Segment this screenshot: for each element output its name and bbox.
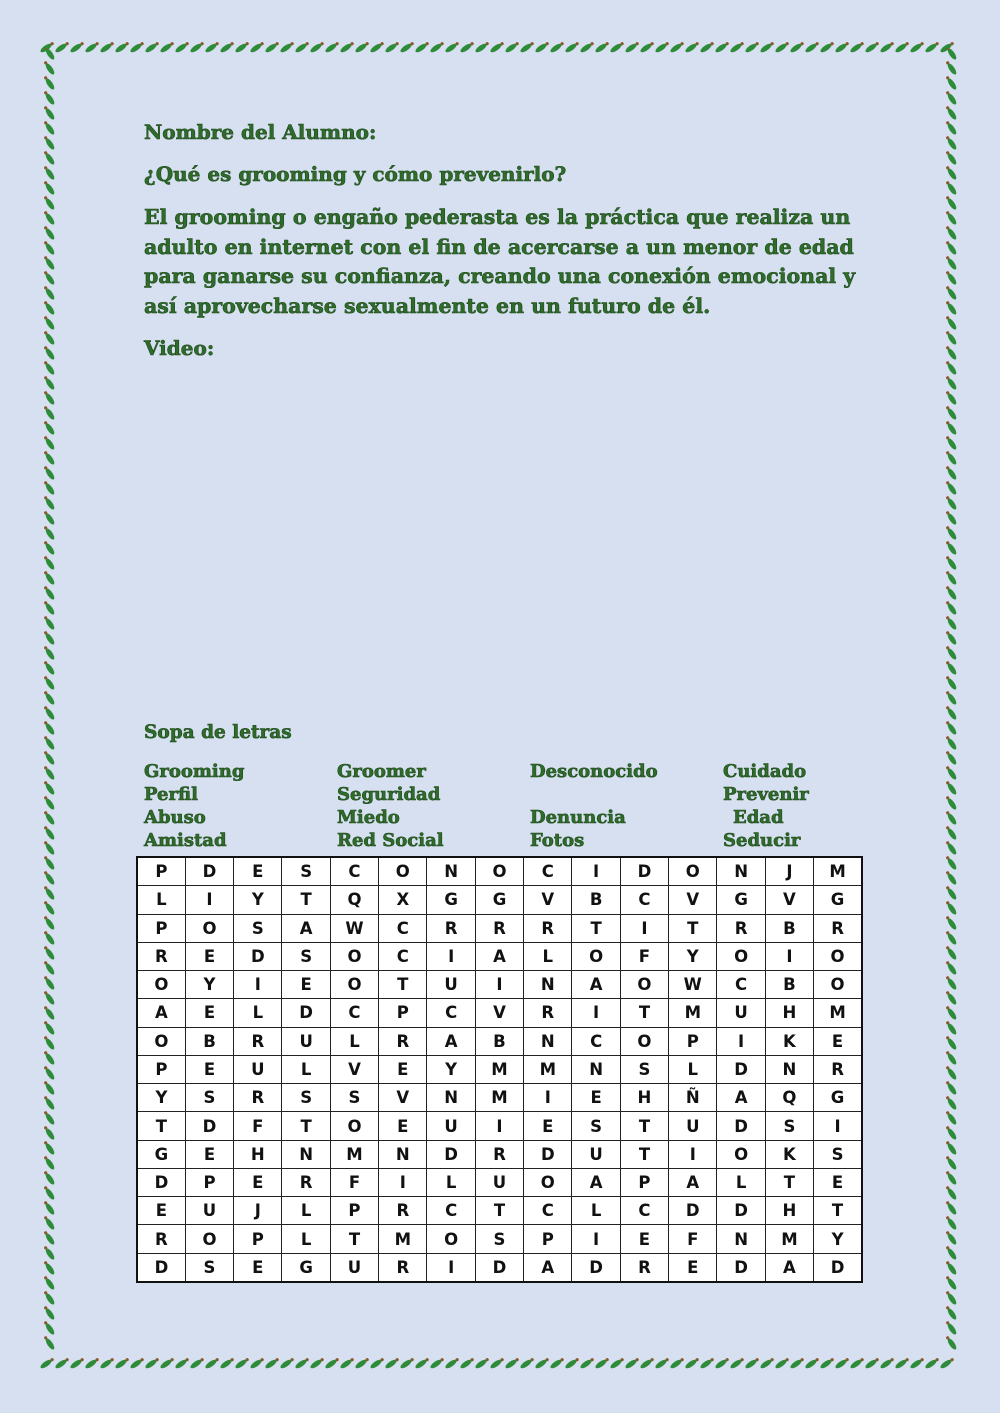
grid-cell[interactable]: O <box>137 971 185 999</box>
grid-row <box>137 1225 862 1253</box>
grid-cell[interactable]: D <box>185 1112 233 1140</box>
grid-cell[interactable]: R <box>524 914 572 942</box>
grid-cell[interactable]: W <box>669 971 717 999</box>
word-bank-item: Perfil <box>144 784 198 805</box>
grid-cell[interactable]: L <box>137 886 185 914</box>
vine-leaf-icon <box>38 48 62 1366</box>
grid-cell[interactable]: B <box>475 1027 523 1055</box>
grid-cell[interactable]: O <box>620 1027 668 1055</box>
grid-cell[interactable]: E <box>234 1168 282 1196</box>
grid-cell[interactable]: T <box>765 1168 813 1196</box>
grid-cell[interactable]: J <box>765 857 813 886</box>
grid-cell[interactable]: M <box>475 1084 523 1112</box>
grid-cell[interactable]: N <box>379 1140 427 1168</box>
grid-cell[interactable]: Y <box>185 971 233 999</box>
grid-cell[interactable]: V <box>765 886 813 914</box>
student-name-label: Nombre del Alumno: <box>144 120 377 144</box>
grid-cell[interactable]: I <box>572 1225 620 1253</box>
grid-cell[interactable]: S <box>282 857 330 886</box>
grid-cell[interactable]: G <box>814 1084 862 1112</box>
word-bank-item: Edad <box>733 807 784 828</box>
grid-cell[interactable]: I <box>475 1112 523 1140</box>
grid-cell[interactable]: R <box>379 1027 427 1055</box>
grid-cell[interactable]: Y <box>137 1084 185 1112</box>
grid-cell[interactable]: E <box>524 1112 572 1140</box>
grid-cell[interactable]: T <box>137 1112 185 1140</box>
grid-cell[interactable]: C <box>524 857 572 886</box>
word-bank-item <box>530 783 723 806</box>
grid-cell[interactable]: I <box>717 1027 765 1055</box>
grid-cell[interactable]: R <box>282 1168 330 1196</box>
grid-cell[interactable]: P <box>185 1168 233 1196</box>
grid-row <box>137 1055 862 1083</box>
grid-cell[interactable]: I <box>379 1168 427 1196</box>
grid-cell[interactable]: P <box>524 1225 572 1253</box>
grid-cell[interactable]: N <box>717 857 765 886</box>
grid-cell[interactable]: P <box>669 1027 717 1055</box>
grid-cell[interactable]: S <box>282 942 330 970</box>
grid-cell[interactable]: Y <box>814 1225 862 1253</box>
grid-cell[interactable]: R <box>137 942 185 970</box>
grid-cell[interactable]: V <box>475 999 523 1027</box>
grid-cell[interactable]: U <box>427 971 475 999</box>
grid-cell[interactable]: L <box>717 1168 765 1196</box>
grid-cell[interactable]: O <box>669 857 717 886</box>
grid-cell[interactable]: C <box>379 942 427 970</box>
grid-cell[interactable]: D <box>137 1253 185 1282</box>
page-title: ¿Qué es grooming y cómo prevenirlo? <box>144 162 567 186</box>
grid-cell[interactable]: M <box>669 999 717 1027</box>
grid-cell[interactable]: C <box>379 914 427 942</box>
grid-cell[interactable]: Ñ <box>669 1084 717 1112</box>
grid-row <box>137 1140 862 1168</box>
grid-cell[interactable]: N <box>282 1140 330 1168</box>
grid-cell[interactable]: G <box>427 886 475 914</box>
grid-cell[interactable]: H <box>765 999 813 1027</box>
grid-cell[interactable]: C <box>717 971 765 999</box>
grid-cell[interactable]: I <box>234 971 282 999</box>
word-bank-item: Cuidado <box>723 761 807 782</box>
grid-cell[interactable]: N <box>524 971 572 999</box>
grid-cell[interactable]: G <box>282 1253 330 1282</box>
grid-cell[interactable]: M <box>475 1055 523 1083</box>
grid-cell[interactable]: H <box>620 1084 668 1112</box>
grid-cell[interactable]: D <box>475 1253 523 1282</box>
grid-row <box>137 1197 862 1225</box>
grid-cell[interactable]: L <box>282 1055 330 1083</box>
grid-cell[interactable]: P <box>137 914 185 942</box>
grid-cell[interactable]: N <box>524 1027 572 1055</box>
word-bank-item: Grooming <box>144 761 245 782</box>
grid-cell[interactable]: F <box>330 1168 378 1196</box>
grid-cell[interactable]: L <box>669 1055 717 1083</box>
grid-cell[interactable]: I <box>814 1112 862 1140</box>
grid-cell[interactable]: O <box>620 971 668 999</box>
grid-cell[interactable]: O <box>524 1168 572 1196</box>
grid-cell[interactable]: X <box>379 886 427 914</box>
word-bank-item: Amistad <box>144 830 227 851</box>
grid-cell[interactable]: E <box>137 1197 185 1225</box>
grid-cell[interactable]: T <box>379 971 427 999</box>
grid-cell[interactable]: I <box>669 1140 717 1168</box>
grid-cell[interactable]: U <box>234 1055 282 1083</box>
grid-cell[interactable]: G <box>717 886 765 914</box>
grid-cell[interactable]: R <box>814 914 862 942</box>
grid-cell[interactable]: E <box>814 1168 862 1196</box>
grid-cell[interactable]: L <box>427 1168 475 1196</box>
grid-cell[interactable]: J <box>234 1197 282 1225</box>
grid-cell[interactable]: B <box>765 971 813 999</box>
grid-cell[interactable]: T <box>669 914 717 942</box>
word-bank-item: Miedo <box>337 807 400 828</box>
grid-cell[interactable]: A <box>717 1084 765 1112</box>
grid-cell[interactable]: B <box>572 886 620 914</box>
word-bank-item: Fotos <box>530 830 585 851</box>
grid-cell[interactable]: L <box>330 1027 378 1055</box>
grid-cell[interactable]: I <box>572 857 620 886</box>
grid-cell[interactable]: A <box>572 971 620 999</box>
grid-cell[interactable]: E <box>572 1084 620 1112</box>
grid-cell[interactable]: I <box>427 1253 475 1282</box>
grid-cell[interactable]: A <box>765 1253 813 1282</box>
grid-cell[interactable]: V <box>524 886 572 914</box>
word-bank-item: Seducir <box>723 830 801 851</box>
grid-cell[interactable]: R <box>379 1197 427 1225</box>
grid-row <box>137 1168 862 1196</box>
grid-cell[interactable]: E <box>185 942 233 970</box>
grid-cell[interactable]: E <box>669 1253 717 1282</box>
grid-cell[interactable]: N <box>427 1084 475 1112</box>
grid-cell[interactable]: T <box>620 1140 668 1168</box>
grid-cell[interactable]: S <box>572 1112 620 1140</box>
grid-cell[interactable]: D <box>185 857 233 886</box>
grid-cell[interactable]: P <box>234 1225 282 1253</box>
grid-cell[interactable]: F <box>620 942 668 970</box>
grid-cell[interactable]: N <box>717 1225 765 1253</box>
grid-cell[interactable]: V <box>330 1055 378 1083</box>
grid-cell[interactable]: A <box>475 942 523 970</box>
grid-cell[interactable]: C <box>427 999 475 1027</box>
grid-cell[interactable]: L <box>524 942 572 970</box>
grid-cell[interactable]: D <box>572 1253 620 1282</box>
grid-cell[interactable]: S <box>765 1112 813 1140</box>
grid-cell[interactable]: S <box>234 914 282 942</box>
grid-cell[interactable]: C <box>330 857 378 886</box>
word-bank-item: Desconocido <box>530 761 658 782</box>
grid-row <box>137 1027 862 1055</box>
grid-row <box>137 971 862 999</box>
grid-cell[interactable]: L <box>282 1197 330 1225</box>
grid-cell[interactable]: D <box>524 1140 572 1168</box>
grid-cell[interactable]: Y <box>427 1055 475 1083</box>
grid-cell[interactable]: E <box>185 999 233 1027</box>
vine-border-top-icon <box>40 36 964 60</box>
grid-cell[interactable]: O <box>475 857 523 886</box>
vine-leaf-icon <box>940 48 964 1366</box>
grid-cell[interactable]: S <box>814 1140 862 1168</box>
grid-cell[interactable]: A <box>427 1027 475 1055</box>
grid-cell[interactable]: M <box>765 1225 813 1253</box>
grid-cell[interactable]: S <box>620 1055 668 1083</box>
grid-cell[interactable]: T <box>620 1112 668 1140</box>
grid-cell[interactable]: Q <box>765 1084 813 1112</box>
grid-row <box>137 857 862 886</box>
grid-cell[interactable]: K <box>765 1027 813 1055</box>
grid-cell[interactable]: U <box>669 1112 717 1140</box>
grid-row <box>137 1253 862 1282</box>
video-label: Video: <box>144 336 215 360</box>
grid-row <box>137 914 862 942</box>
vine-border-right-icon <box>940 48 964 1366</box>
grid-cell[interactable]: U <box>717 999 765 1027</box>
grid-cell[interactable]: T <box>282 886 330 914</box>
grid-cell[interactable]: U <box>185 1197 233 1225</box>
grid-cell[interactable]: I <box>475 971 523 999</box>
grid-cell[interactable]: I <box>185 886 233 914</box>
definition-paragraph: El grooming o engaño pederasta es la práctica que realiza un adulto en internet con el fin de acercarse a un menor de edad para ganarse su confianza, creando una conexión emocional y así aprovecharse sexualmente en un futuro de él. <box>144 205 856 318</box>
grid-cell[interactable]: O <box>717 1140 765 1168</box>
grid-cell[interactable]: M <box>379 1225 427 1253</box>
grid-cell[interactable]: Y <box>234 886 282 914</box>
grid-cell[interactable]: E <box>379 1112 427 1140</box>
grid-cell[interactable]: S <box>475 1225 523 1253</box>
grid-cell[interactable]: R <box>475 1140 523 1168</box>
word-bank-item: Denuncia <box>530 807 626 828</box>
grid-cell[interactable]: L <box>234 999 282 1027</box>
grid-cell[interactable]: A <box>282 914 330 942</box>
grid-cell[interactable]: S <box>282 1084 330 1112</box>
grid-cell[interactable]: D <box>814 1253 862 1282</box>
grid-cell[interactable]: O <box>185 1225 233 1253</box>
grid-cell[interactable]: E <box>282 971 330 999</box>
grid-cell[interactable]: S <box>185 1253 233 1282</box>
grid-cell[interactable]: D <box>717 1197 765 1225</box>
grid-cell[interactable]: U <box>282 1027 330 1055</box>
grid-cell[interactable]: U <box>330 1253 378 1282</box>
grid-cell[interactable]: T <box>330 1225 378 1253</box>
grid-cell[interactable]: C <box>620 1197 668 1225</box>
grid-cell[interactable]: R <box>524 999 572 1027</box>
grid-cell[interactable]: C <box>572 1027 620 1055</box>
grid-cell[interactable]: P <box>137 857 185 886</box>
grid-row <box>137 942 862 970</box>
grid-cell[interactable]: D <box>234 942 282 970</box>
grid-cell[interactable]: E <box>185 1055 233 1083</box>
grid-cell[interactable]: D <box>137 1168 185 1196</box>
grid-cell[interactable]: S <box>185 1084 233 1112</box>
grid-row <box>137 886 862 914</box>
grid-cell[interactable]: R <box>234 1027 282 1055</box>
word-bank <box>144 760 864 852</box>
grid-cell[interactable]: O <box>572 942 620 970</box>
grid-cell[interactable]: O <box>814 971 862 999</box>
word-search-title: Sopa de letras <box>144 722 292 743</box>
grid-cell[interactable]: B <box>185 1027 233 1055</box>
grid-cell[interactable]: T <box>620 999 668 1027</box>
grid-cell[interactable]: A <box>669 1168 717 1196</box>
grid-cell[interactable]: R <box>620 1253 668 1282</box>
grid-cell[interactable]: A <box>572 1168 620 1196</box>
grid-cell[interactable]: G <box>137 1140 185 1168</box>
grid-row <box>137 1084 862 1112</box>
grid-cell[interactable]: C <box>620 886 668 914</box>
grid-cell[interactable]: E <box>379 1055 427 1083</box>
grid-cell[interactable]: M <box>330 1140 378 1168</box>
grid-cell[interactable]: M <box>814 999 862 1027</box>
grid-cell[interactable]: B <box>765 914 813 942</box>
grid-cell[interactable]: U <box>572 1140 620 1168</box>
grid-cell[interactable]: C <box>330 999 378 1027</box>
grid-cell[interactable]: P <box>620 1168 668 1196</box>
vine-leaf-icon <box>40 36 964 60</box>
grid-cell[interactable]: R <box>234 1084 282 1112</box>
grid-cell[interactable]: R <box>814 1055 862 1083</box>
grid-cell[interactable]: R <box>475 914 523 942</box>
grid-cell[interactable]: E <box>185 1140 233 1168</box>
grid-cell[interactable]: R <box>379 1253 427 1282</box>
grid-cell[interactable]: H <box>234 1140 282 1168</box>
grid-row <box>137 1112 862 1140</box>
grid-cell[interactable]: W <box>330 914 378 942</box>
grid-cell[interactable]: G <box>814 886 862 914</box>
grid-cell[interactable]: T <box>475 1197 523 1225</box>
grid-cell[interactable]: D <box>717 1253 765 1282</box>
grid-cell[interactable]: P <box>330 1197 378 1225</box>
grid-cell[interactable]: O <box>427 1225 475 1253</box>
grid-cell[interactable]: O <box>379 857 427 886</box>
grid-cell[interactable]: T <box>814 1197 862 1225</box>
word-bank-item: Red Social <box>337 830 444 851</box>
grid-cell[interactable]: E <box>814 1027 862 1055</box>
grid-cell[interactable]: F <box>669 1225 717 1253</box>
grid-cell[interactable]: O <box>185 914 233 942</box>
grid-cell[interactable]: K <box>765 1140 813 1168</box>
grid-cell[interactable]: G <box>475 886 523 914</box>
grid-cell[interactable]: N <box>765 1055 813 1083</box>
grid-cell[interactable]: V <box>669 886 717 914</box>
grid-cell[interactable]: N <box>572 1055 620 1083</box>
grid-cell[interactable]: D <box>669 1197 717 1225</box>
word-bank-item: Abuso <box>144 807 206 828</box>
grid-cell[interactable]: O <box>814 942 862 970</box>
grid-cell[interactable]: D <box>620 857 668 886</box>
grid-cell[interactable]: O <box>330 971 378 999</box>
grid-cell[interactable]: U <box>427 1112 475 1140</box>
grid-cell[interactable]: V <box>379 1084 427 1112</box>
grid-cell[interactable]: F <box>234 1112 282 1140</box>
grid-cell[interactable]: O <box>330 1112 378 1140</box>
grid-cell[interactable]: P <box>137 1055 185 1083</box>
grid-cell[interactable]: H <box>765 1197 813 1225</box>
grid-cell[interactable]: S <box>330 1084 378 1112</box>
word-bank-item: Groomer <box>337 761 426 782</box>
grid-cell[interactable]: R <box>427 914 475 942</box>
grid-cell[interactable]: L <box>572 1197 620 1225</box>
grid-cell[interactable]: Q <box>330 886 378 914</box>
grid-cell[interactable]: O <box>330 942 378 970</box>
grid-cell[interactable]: R <box>717 914 765 942</box>
grid-cell[interactable]: E <box>234 1253 282 1282</box>
grid-cell[interactable]: C <box>524 1197 572 1225</box>
grid-row <box>137 999 862 1027</box>
grid-cell[interactable]: C <box>427 1197 475 1225</box>
grid-cell[interactable]: I <box>765 942 813 970</box>
grid-cell[interactable]: E <box>234 857 282 886</box>
vine-border-left-icon <box>38 48 62 1366</box>
grid-cell[interactable]: I <box>572 999 620 1027</box>
grid-cell[interactable]: N <box>427 857 475 886</box>
word-bank-item: Prevenir <box>723 784 809 805</box>
grid-cell[interactable]: R <box>137 1225 185 1253</box>
grid-cell[interactable]: O <box>717 942 765 970</box>
grid-cell[interactable]: M <box>814 857 862 886</box>
vine-leaf-icon <box>40 1352 964 1376</box>
grid-cell[interactable]: I <box>427 942 475 970</box>
grid-cell[interactable]: D <box>282 999 330 1027</box>
grid-cell[interactable]: E <box>620 1225 668 1253</box>
grid-cell[interactable]: Y <box>669 942 717 970</box>
grid-cell[interactable]: I <box>620 914 668 942</box>
vine-border-bottom-icon <box>40 1352 964 1376</box>
grid-cell[interactable]: O <box>137 1027 185 1055</box>
grid-cell[interactable]: I <box>524 1084 572 1112</box>
grid-cell[interactable]: A <box>137 999 185 1027</box>
grid-cell[interactable]: M <box>524 1055 572 1083</box>
grid-cell[interactable]: P <box>379 999 427 1027</box>
grid-cell[interactable]: T <box>282 1112 330 1140</box>
grid-cell[interactable]: A <box>524 1253 572 1282</box>
grid-cell[interactable]: D <box>717 1112 765 1140</box>
grid-cell[interactable]: D <box>427 1140 475 1168</box>
word-bank-item: Seguridad <box>337 784 441 805</box>
grid-cell[interactable]: D <box>717 1055 765 1083</box>
grid-cell[interactable]: U <box>475 1168 523 1196</box>
grid-cell[interactable]: L <box>282 1225 330 1253</box>
grid-cell[interactable]: T <box>572 914 620 942</box>
word-search-grid <box>136 856 863 1283</box>
